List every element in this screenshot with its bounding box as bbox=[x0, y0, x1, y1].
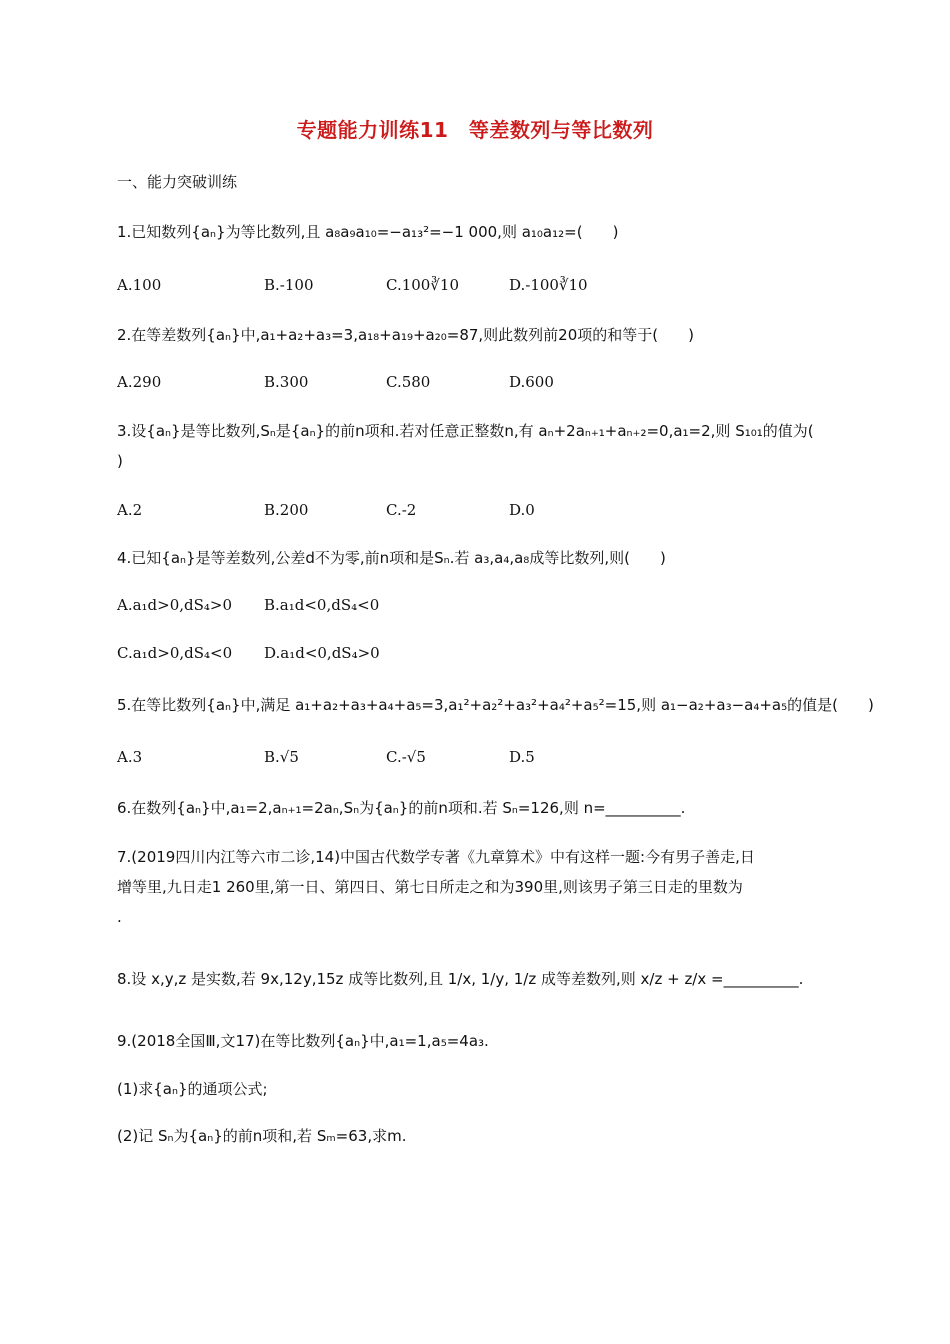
q5-option-b: B.√5 bbox=[264, 748, 299, 766]
question-3-stem-cont: ) bbox=[117, 452, 123, 470]
question-6-stem: 6.在数列{aₙ}中,a₁=2,aₙ₊₁=2aₙ,Sₙ为{aₙ}的前n项和.若 Sₙ=126,则 n=__________. bbox=[117, 799, 686, 817]
question-3-stem: 3.设{aₙ}是等比数列,Sₙ是{aₙ}的前n项和.若对任意正整数n,有 aₙ+2aₙ₊₁+aₙ₊₂=0,a₁=2,则 S₁₀₁的值为( bbox=[117, 422, 814, 440]
q5-option-a: A.3 bbox=[117, 748, 143, 766]
q2-option-a: A.290 bbox=[117, 373, 162, 391]
page-title: 专题能力训练11 等差数列与等比数列 bbox=[296, 118, 654, 142]
question-4-stem: 4.已知{aₙ}是等差数列,公差d不为零,前n项和是Sₙ.若 a₃,a₄,a₈成等比数列,则( ) bbox=[117, 549, 666, 567]
q4-option-a: A.a₁d>0,dS₄>0 bbox=[117, 596, 233, 614]
q5-option-d: D.5 bbox=[509, 748, 535, 766]
q3-option-b: B.200 bbox=[264, 501, 309, 519]
question-2-stem: 2.在等差数列{aₙ}中,a₁+a₂+a₃=3,a₁₈+a₁₉+a₂₀=87,则此数列前20项的和等于( ) bbox=[117, 326, 694, 344]
question-9-part-1: (1)求{aₙ}的通项公式; bbox=[117, 1080, 268, 1098]
q1-option-a: A.100 bbox=[117, 276, 162, 294]
q5-option-c: C.-√5 bbox=[386, 748, 426, 766]
q1-option-d: D.-100∛10 bbox=[509, 276, 588, 294]
q2-option-d: D.600 bbox=[509, 373, 554, 391]
q1-option-b: B.-100 bbox=[264, 276, 314, 294]
question-7-line-1: 7.(2019四川内江等六市二诊,14)中国古代数学专著《九章算术》中有这样一题:今有男子善走,日 bbox=[117, 848, 755, 866]
q4-option-c: C.a₁d>0,dS₄<0 bbox=[117, 644, 233, 662]
question-8-stem: 8.设 x,y,z 是实数,若 9x,12y,15z 成等比数列,且 1/x, 1/y, 1/z 成等差数列,则 x/z + z/x =__________. bbox=[117, 970, 804, 988]
q2-option-b: B.300 bbox=[264, 373, 309, 391]
q3-option-d: D.0 bbox=[509, 501, 535, 519]
question-1-stem: 1.已知数列{aₙ}为等比数列,且 a₈a₉a₁₀=−a₁₃²=−1 000,则 a₁₀a₁₂=( ) bbox=[117, 223, 619, 241]
question-7-line-3: . bbox=[117, 908, 122, 926]
q1-option-c: C.100∛10 bbox=[386, 276, 459, 294]
question-7-line-2: 增等里,九日走1 260里,第一日、第四日、第七日所走之和为390里,则该男子第三日走的里数为 bbox=[117, 878, 743, 896]
question-9-stem: 9.(2018全国Ⅲ,文17)在等比数列{aₙ}中,a₁=1,a₅=4a₃. bbox=[117, 1032, 489, 1050]
q4-option-d: D.a₁d<0,dS₄>0 bbox=[264, 644, 380, 662]
question-9-part-2: (2)记 Sₙ为{aₙ}的前n项和,若 Sₘ=63,求m. bbox=[117, 1127, 407, 1145]
section-heading: 一、能力突破训练 bbox=[117, 173, 238, 191]
q3-option-c: C.-2 bbox=[386, 501, 417, 519]
q4-option-b: B.a₁d<0,dS₄<0 bbox=[264, 596, 380, 614]
q2-option-c: C.580 bbox=[386, 373, 431, 391]
question-5-stem: 5.在等比数列{aₙ}中,满足 a₁+a₂+a₃+a₄+a₅=3,a₁²+a₂²+a₃²+a₄²+a₅²=15,则 a₁−a₂+a₃−a₄+a₅的值是( ) bbox=[117, 696, 874, 714]
q3-option-a: A.2 bbox=[117, 501, 143, 519]
